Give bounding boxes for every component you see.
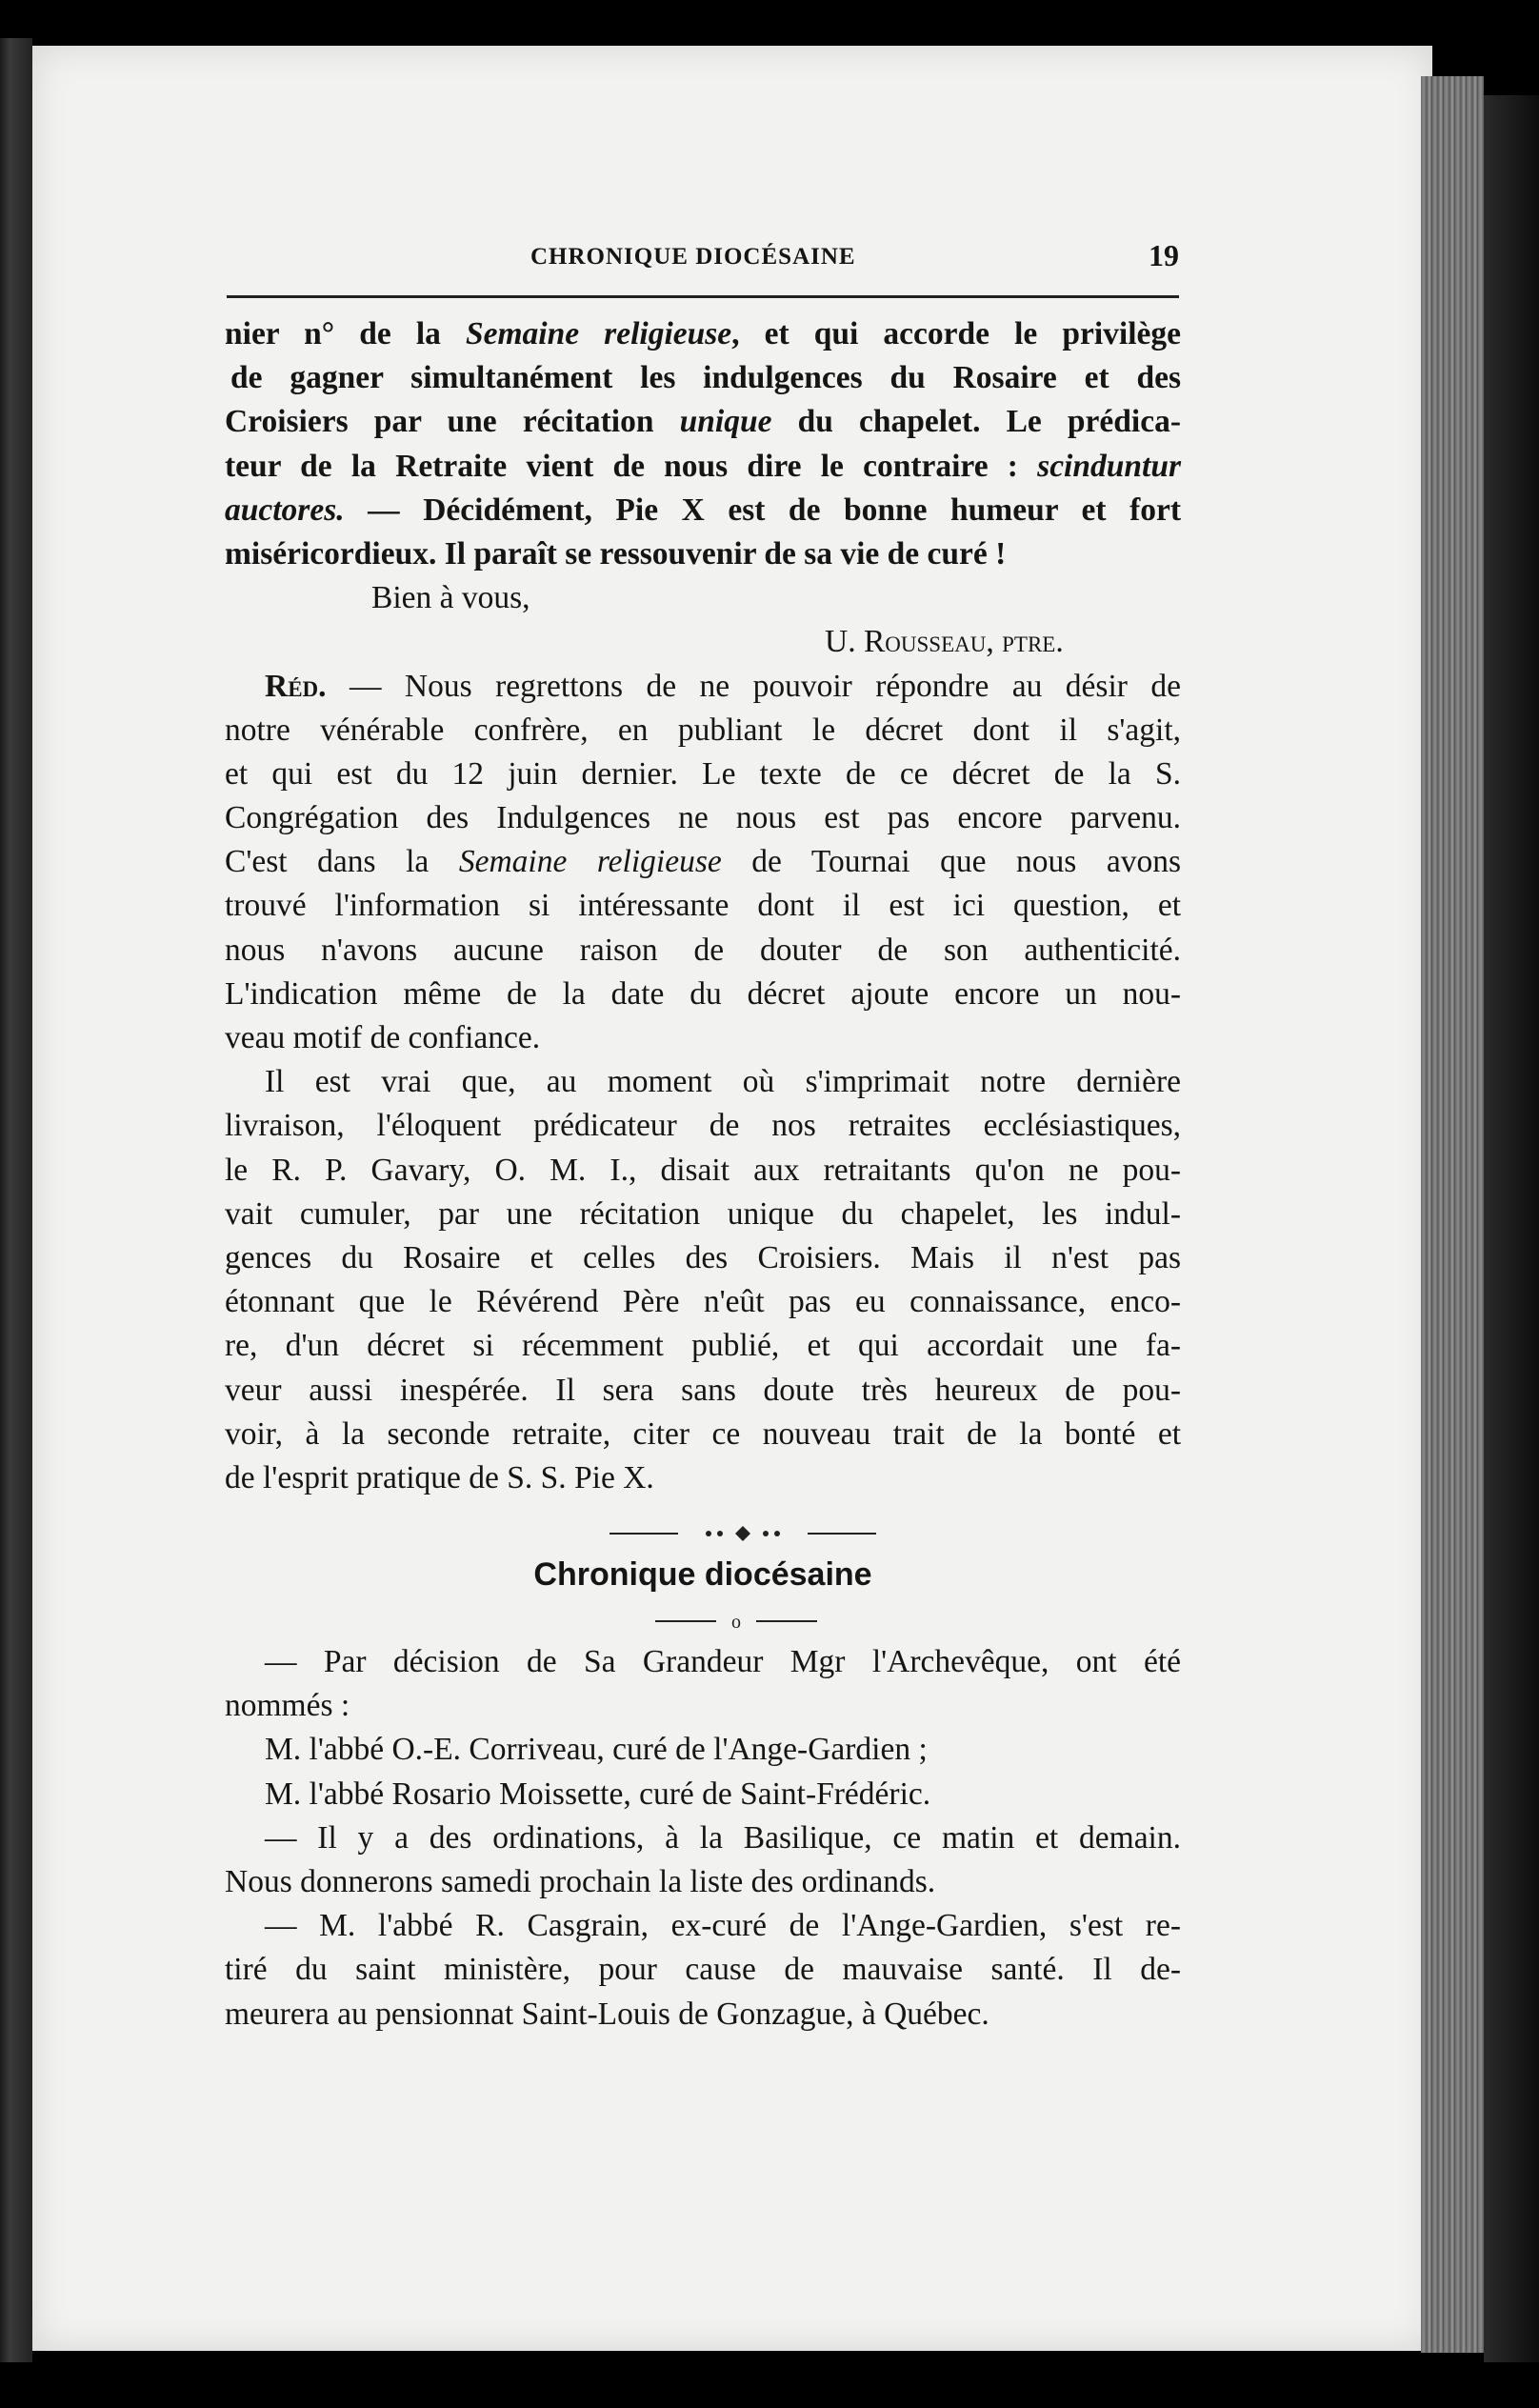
- text-line: livraison, l'éloquent prédicateur de nos retraites ecclésiastiques,: [225, 1108, 1181, 1144]
- text-line: auctores. — Décidément, Pie X est de bonne humeur et fort: [225, 492, 1181, 528]
- running-head: [221, 236, 1179, 278]
- running-head-title: CHRONIQUE DIOCÉSAINE: [530, 244, 856, 270]
- book-binding-shadow: [1484, 95, 1539, 2362]
- text-line: miséricordieux. Il paraît se ressouvenir de sa vie de curé !: [225, 535, 1007, 572]
- text-line: M. l'abbé Rosario Moissette, curé de Saint-Frédéric.: [265, 1776, 931, 1812]
- section-title: Chronique diocésaine: [533, 1556, 872, 1593]
- section-subrule: [655, 1608, 817, 1633]
- text-line: nous n'avons aucune raison de douter de son authenticité.: [225, 932, 1181, 968]
- text-line: tiré du saint ministère, pour cause de mauvaise santé. Il de-: [225, 1952, 1181, 1988]
- text-line: gences du Rosaire et celles des Croisiers. Mais il n'est pas: [225, 1239, 1181, 1275]
- letter-and-reply: [225, 312, 1181, 1500]
- subrule-mark: o: [731, 1612, 741, 1633]
- text-line: vait cumuler, par une récitation unique du chapelet, les indul-: [225, 1195, 1181, 1232]
- text-line: étonnant que le Révérend Père n'eût pas eu connaissance, enco-: [225, 1284, 1181, 1320]
- header-rule: [227, 295, 1179, 298]
- text-line: de l'esprit pratique de S. S. Pie X.: [225, 1459, 654, 1495]
- text-line: M. l'abbé O.-E. Corriveau, curé de l'Ange-Gardien ;: [265, 1732, 928, 1768]
- text-line: nier n° de la Semaine religieuse, et qui accorde le privilège: [225, 316, 1181, 351]
- text-line: veur aussi inespérée. Il sera sans doute très heureux de pou-: [225, 1372, 1181, 1408]
- text-line: trouvé l'information si intéressante dont il est ici question, et: [225, 888, 1181, 924]
- text-line: teur de la Retraite vient de nous dire le contraire : scinduntur: [225, 448, 1181, 484]
- letter-closing: Bien à vous,: [371, 580, 530, 616]
- text-line: — Par décision de Sa Grandeur Mgr l'Archevêque, ont été: [265, 1644, 1181, 1679]
- text-line: voir, à la seconde retraite, citer ce nouveau trait de la bonté et: [225, 1415, 1181, 1452]
- text-line: meurera au pensionnat Saint-Louis de Gonzague, à Québec.: [225, 1996, 989, 2032]
- text-line: L'indication même de la date du décret ajoute encore un nou-: [225, 975, 1181, 1012]
- text-line: de gagner simultanément les indulgences du Rosaire et des: [230, 360, 1181, 396]
- chronicle-items: [225, 1640, 1181, 2037]
- page-stack-edge: [1421, 76, 1484, 2353]
- text-line: veau motif de confiance.: [225, 1020, 541, 1055]
- text-line: Réd. — Nous regrettons de ne pouvoir répondre au désir de: [265, 668, 1181, 704]
- text-line: Nous donnerons samedi prochain la liste des ordinands.: [225, 1863, 936, 1899]
- text-line: re, d'un décret si récemment publié, et qui accordait une fa-: [225, 1328, 1181, 1364]
- text-line: et qui est du 12 juin dernier. Le texte de ce décret de la S.: [225, 755, 1181, 792]
- letter-signature: U. Rousseau, ptre.: [825, 624, 1064, 660]
- text-line: Congrégation des Indulgences ne nous est pas encore parvenu.: [225, 800, 1181, 836]
- text-line: — Il y a des ordinations, à la Basilique, ce matin et demain.: [265, 1819, 1181, 1856]
- text-line: nommés :: [225, 1688, 350, 1724]
- page-number: 19: [1149, 238, 1179, 272]
- reply-label: Réd.: [265, 668, 327, 704]
- text-line: Il est vrai que, au moment où s'imprimait notre dernière: [265, 1064, 1181, 1100]
- scan-left-edge: [0, 38, 32, 2362]
- text-line: le R. P. Gavary, O. M. I., disait aux retraitants qu'on ne pou-: [225, 1152, 1181, 1188]
- text-line: Croisiers par une récitation unique du chapelet. Le prédica-: [225, 404, 1182, 440]
- text-line: C'est dans la Semaine religieuse de Tournai que nous avons: [225, 844, 1181, 880]
- section-ornament: [610, 1518, 876, 1547]
- text-line: — M. l'abbé R. Casgrain, ex-curé de l'Ange-Gardien, s'est re-: [265, 1908, 1181, 1944]
- text-line: notre vénérable confrère, en publiant le décret dont il s'agit,: [225, 712, 1181, 748]
